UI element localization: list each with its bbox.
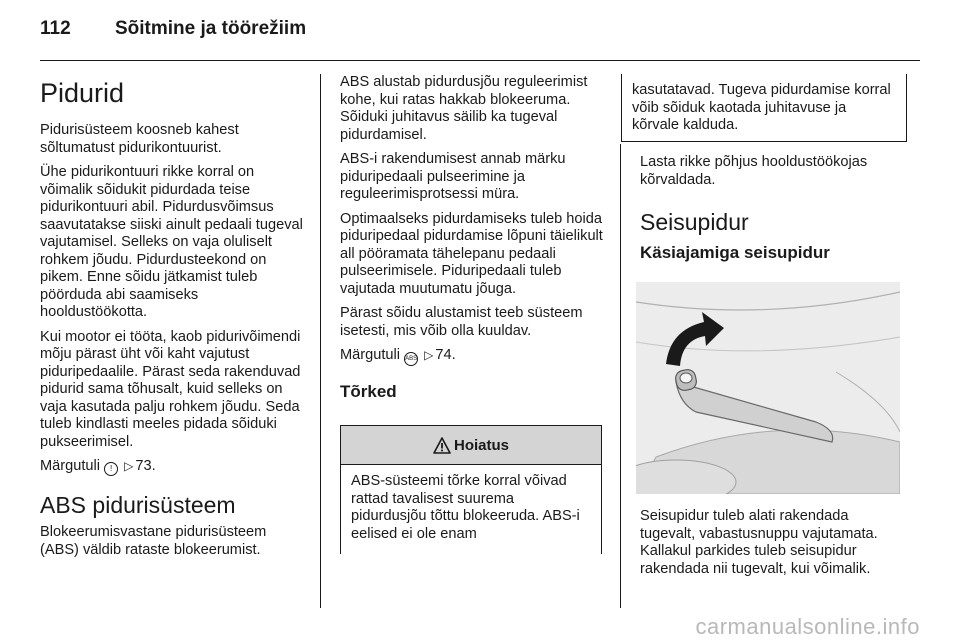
header-divider — [40, 60, 920, 61]
abs-warning-icon: ABS — [404, 352, 418, 366]
column-divider-2 — [620, 144, 621, 608]
warning-title: Hoiatus — [453, 436, 509, 454]
paragraph: Lasta rikke põhjus hooldustöökojas kõrvaldada. — [640, 154, 868, 188]
reference-label: Märgutuli — [40, 458, 101, 474]
page-ref-arrow-icon: ▷ — [424, 348, 434, 362]
warning-text: ABS-süsteemi tõrke korral võivad rattad tavalisest suurema pidurdusjõu tõttu blokeeruda. ABS-i eelised ei ole enam — [351, 473, 580, 542]
paragraph: Optimaalseks pidurdamiseks tuleb hoida piduripedaal pidurdamise lõpuni täielikult all pööramata tähelepanu pedaali pulseerimisele. Piduripedaali tuleb vajutada muutumatu jõuga. — [340, 210, 603, 297]
section-heading-parking-brake: Seisupidur — [640, 209, 749, 235]
warning-box-continued: kasutatavad. Tugeva pidurdamise korral võib sõiduk kaotada juhitavuse ja kõrvale kalduda. — [621, 74, 907, 142]
subheading-handbrake: Käsiajamiga seisupidur — [640, 243, 830, 262]
page-header — [40, 18, 306, 50]
paragraph: ABS-i rakendumisest annab märku piduripedaali pulseerimine ja reguleerimisprotsessi müra. — [340, 151, 566, 202]
column-divider-1 — [320, 74, 321, 608]
cross-reference — [340, 347, 605, 366]
column-2 — [340, 74, 605, 410]
page-ref-arrow-icon: ▷ — [124, 459, 134, 473]
column-3-bottom — [640, 508, 905, 585]
page-number: 112 — [40, 18, 71, 39]
handbrake-lever-illustration — [636, 282, 900, 494]
cross-reference — [40, 458, 308, 476]
section-heading-abs: ABS pidurisüsteem — [40, 492, 236, 518]
section-heading-brakes: Pidurid — [40, 78, 125, 108]
paragraph: Ühe pidurikontuuri rikke korral on võimalik sõidukit pidurdada teise pidurikontuuri abil. Pidurdusvõimsus saavutatakse siiski ainult pedaali tugeval vajutamisel. Selleks on vaja oluliselt rohkem jõudu. Pidurdusteekond on pikem. Enne sõidu jätkamist tuleb pöörduda abi saamiseks hooldustöökotta. — [40, 164, 303, 320]
chapter-title: Sõitmine ja töörežiim — [115, 18, 307, 39]
paragraph: Blokeerumisvastane pidurisüsteem (ABS) väldib rataste blokeerumist. — [40, 524, 267, 558]
paragraph: ABS alustab pidurdusjõu reguleerimist kohe, kui ratas hakkab blokeeruma. Sõiduki juhitavus säilib ka tugeval pidurdamisel. — [340, 74, 588, 143]
watermark: carmanualsonline.info — [695, 614, 920, 639]
paragraph: Pidurisüsteem koosneb kahest sõltumatust pidurikontuurist. — [40, 122, 239, 156]
warning-header — [341, 426, 601, 465]
reference-page: 74. — [435, 347, 456, 363]
warning-triangle-icon — [433, 437, 451, 454]
warning-box — [340, 425, 602, 554]
reference-page: 73. — [135, 458, 156, 474]
paragraph: Seisupidur tuleb alati rakendada tugevalt, vabastusnuppu vajutamata. Kallakul parkides tuleb seisupidur rakendada nii tugevalt, kui võimalik. — [640, 508, 878, 577]
column-3 — [640, 154, 905, 271]
subheading-faults: Tõrked — [340, 382, 397, 401]
reference-label: Märgutuli — [340, 347, 401, 363]
paragraph: Kui mootor ei tööta, kaob pidurivõimendi mõju pärast üht või kaht vajutust piduripedaalile. Pärast seda rakenduvad pidurid sama tõhusalt, kuid selleks on vaja kasutada palju rohkem jõudu. Seda tuleb kindlasti meeles pidada sõiduki pukseerimisel. — [40, 328, 301, 450]
brake-warning-icon: ! — [104, 462, 118, 476]
paragraph: Pärast sõidu alustamist teeb süsteem isetesti, mis võib olla kuuldav. — [340, 305, 583, 339]
column-1 — [40, 74, 308, 566]
